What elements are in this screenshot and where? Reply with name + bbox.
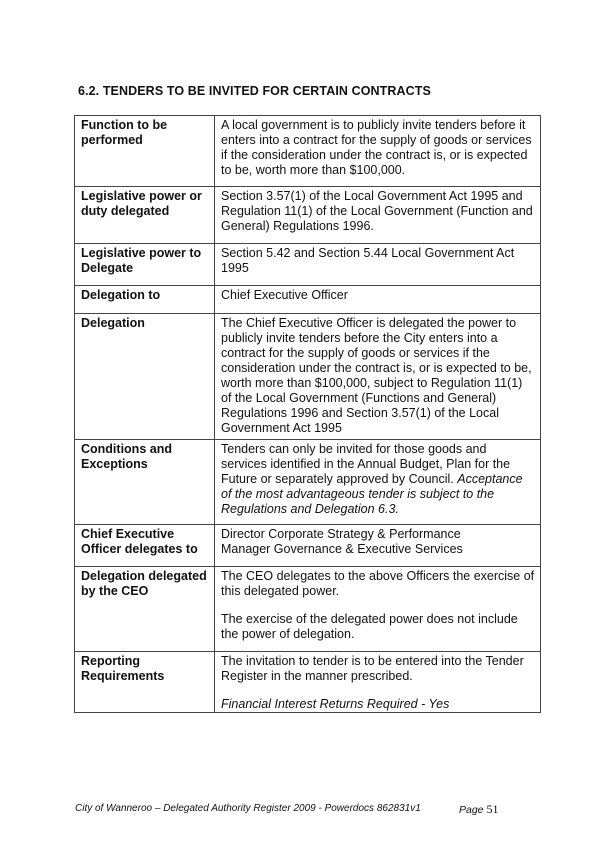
row-text: The invitation to tender is to be entered into the Tender Register in the manner prescribed. [221,654,524,683]
table-row [75,440,541,525]
row-value [215,567,541,652]
row-label: Delegation to [75,286,215,314]
row-label: Reporting Requirements [75,652,215,713]
footer-text: City of Wanneroo – Delegated Authority Register 2009 - Powerdocs 862831v1 [75,803,421,814]
row-label: Conditions and Exceptions [75,440,215,525]
row-label: Function to be performed [75,116,215,187]
row-text: The exercise of the delegated power does not include the power of delegation. [221,612,518,641]
row-text: Chief Executive Officer [221,288,348,302]
row-label: Delegation delegated by the CEO [75,567,215,652]
row-text: The CEO delegates to the above Officers the exercise of this delegated power. [221,569,535,598]
table-row [75,244,541,286]
table-row [75,116,541,187]
table-row [75,187,541,244]
row-text-italic: Financial Interest Returns Required - Yes [221,697,450,711]
row-label: Legislative power to Delegate [75,244,215,286]
row-text: Director Corporate Strategy & Performance [221,527,461,541]
table-row [75,567,541,652]
table-row [75,314,541,440]
row-text-plain: Tenders can only be invited for those goods and services identified in the Annual Budget, Plan for the Future or separately approved by Council. [221,442,511,486]
row-label: Delegation [75,314,215,440]
table-row [75,286,541,314]
delegation-table [74,115,541,713]
row-text-italic: Acceptance of the most advantageous tender is subject to the Regulations and Delegation 6.3. [221,472,523,516]
row-text: A local government is to publicly invite tenders before it enters into a contract for the supply of goods or services if the consideration under the contract is, or is expected to be, worth more than $100,000. [221,118,532,177]
row-text: Section 3.57(1) of the Local Government Act 1995 and Regulation 11(1) of the Local Government (Function and General) Regulations 1996. [221,189,533,233]
row-value [215,440,541,525]
section-heading: 6.2. TENDERS TO BE INVITED FOR CERTAIN CONTRACTS [78,84,431,98]
row-text: Manager Governance & Executive Services [221,542,463,556]
page-number [459,802,498,817]
page-label: Page [459,804,484,816]
row-value [215,314,541,440]
page-number-value: 51 [486,802,499,816]
row-value [215,116,541,187]
table-row [75,525,541,567]
row-label: Legislative power or duty delegated [75,187,215,244]
paragraph-gap [221,599,535,612]
paragraph-gap [221,684,535,697]
row-text [221,442,535,517]
table-row [75,652,541,713]
row-value [215,286,541,314]
row-value [215,652,541,713]
row-value [215,525,541,567]
row-value [215,244,541,286]
row-value [215,187,541,244]
row-label: Chief Executive Officer delegates to [75,525,215,567]
row-text: Section 5.42 and Section 5.44 Local Government Act 1995 [221,246,515,275]
row-text: The Chief Executive Officer is delegated the power to publicly invite tenders before the City enters into a contract for the supply of goods or services if the consideration under the contract is, or is expected to be, worth more than $100,000, subject to Regulation 11(1) of the Local Government (Functions and General) Regulations 1996 and Section 3.57(1) of the Local Government Act 1995 [221,316,532,435]
